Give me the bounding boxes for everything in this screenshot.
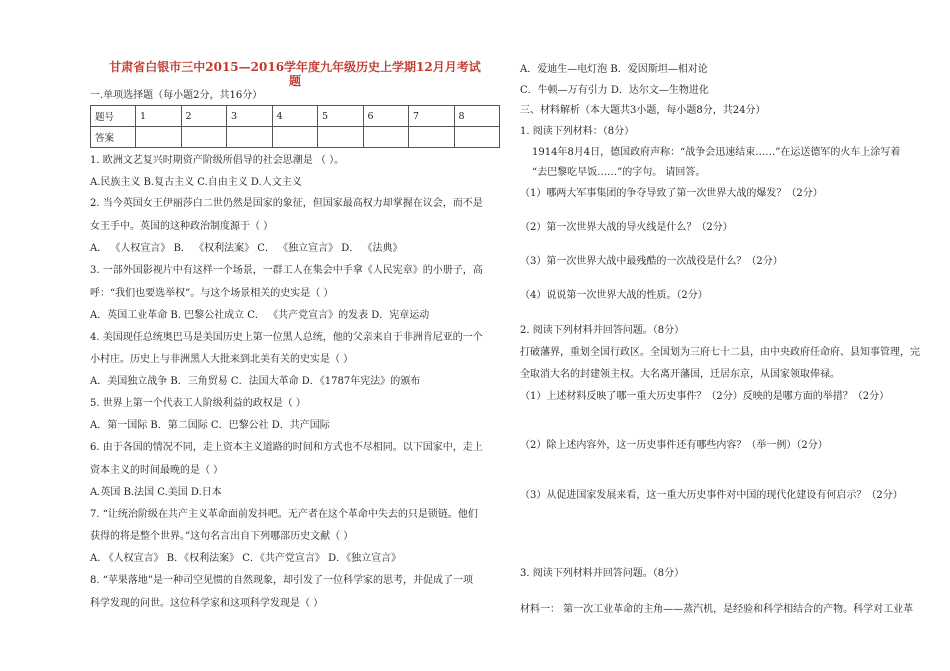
option-line: A. 《人权宣言》 B．《权利法案》 C．《共产党宣言》 D．《独立宣言》 <box>90 553 402 564</box>
table-row <box>91 106 500 127</box>
answer-cell[interactable] <box>272 127 318 148</box>
answer-cell[interactable] <box>181 127 227 148</box>
question-line: 6. 由于各国的情况不同，走上资本主义道路的时间和方式也不尽相同。以下国家中，走上 <box>90 442 483 453</box>
option-line: A．英国工业革命 B. 巴黎公社成立 C． 《共产党宣言》的发表 D．宪章运动 <box>90 310 430 321</box>
answer-cell[interactable] <box>136 127 182 148</box>
section-3-heading: 三、材料解析（本大题共3小题，每小题8分，共24分） <box>520 105 766 116</box>
question-line: 8. “苹果落地”是一种司空见惯的自然现象，却引发了一位科学家的思考，并促成了一项 <box>90 575 473 586</box>
sub-question-line: （2）除上述内容外，这一历史事件还有哪些内容？（举一例）（2分） <box>520 440 828 451</box>
answer-cell[interactable] <box>409 127 455 148</box>
material-question-heading: 3. 阅读下列材料并回答问题。（8分） <box>520 568 685 579</box>
answer-cell[interactable] <box>318 127 364 148</box>
exam-title-line2: 题 <box>288 74 301 88</box>
question-line: 7. “让统治阶级在共产主义革命面前发抖吧。无产者在这个革命中失去的只是锁链。他们 <box>90 509 478 520</box>
answer-cell[interactable] <box>227 127 273 148</box>
exam-title-line1: 甘肃省白银市三中2015—2016学年度九年级历史上学期12月月考试 <box>109 60 481 74</box>
material-text-line: 材料一： 第一次工业革命的主角——蒸汽机，是经验和科学相结合的产物。科学对工业革 <box>520 604 914 615</box>
question-line: 小村庄。历史上与非洲黑人大批来到北美有关的史实是（ ） <box>90 354 354 365</box>
material-text-line: “去巴黎吃早饭……”的字句。 请回答。 <box>532 167 706 178</box>
table-row <box>91 127 500 148</box>
sub-question-line: （1）上述材料反映了哪一重大历史事件？（2分）反映的是哪方面的举措？（2分） <box>520 391 890 402</box>
table-header-cell: 答案 <box>91 127 136 148</box>
question-number-cell: 7 <box>409 106 455 127</box>
answer-table <box>90 105 500 148</box>
question-line: 科学发现的问世。这位科学家和这项科学发现是（ ） <box>90 598 324 609</box>
material-question-heading: 1. 阅读下列材料：（8分） <box>520 126 635 137</box>
sub-question-line: （4）说说第一次世界大战的性质。（2分） <box>520 290 708 301</box>
question-line: 3. 一部外国影视片中有这样一个场景，一群工人在集会中手拿《人民宪章》的小册子，高 <box>90 265 483 276</box>
question-line: 1. 欧洲文艺复兴时期资产阶级所倡导的社会思潮是 （ ）。 <box>90 155 345 166</box>
question-line: 获得的将是整个世界。”这句名言出自下列哪部历史文献（ ） <box>90 531 354 542</box>
material-text-line: 打破藩界，重划全国行政区。全国划为三府七十二县，由中央政府任命府、县知事管理，完 <box>520 347 920 358</box>
sub-question-line: （3）从促进国家发展来看，这一重大历史事件对中国的现代化建设有何启示？（2分） <box>520 490 903 501</box>
question-line: 2. 当今英国女王伊丽莎白二世仍然是国家的象征，但国家最高权力却掌握在议会，而不是 <box>90 198 483 209</box>
sub-question-line: （3）第一次世界大战中最残酷的一次战役是什么？（2分） <box>520 256 783 267</box>
option-line: A.民族主义 B.复古主义 C.自由主义 D.人文主义 <box>90 177 302 188</box>
sub-question-line: （1）哪两大军事集团的争夺导致了第一次世界大战的爆发？（2分） <box>520 188 823 199</box>
question-number-cell: 5 <box>318 106 364 127</box>
option-line: A． 《人权宣言》 B． 《权利法案》 C． 《独立宣言》 D． 《法典》 <box>90 243 403 254</box>
sub-question-line: （2）第一次世界大战的导火线是什么？（2分） <box>520 222 733 233</box>
question-line: 4. 美国现任总统奥巴马是美国历史上第一位黑人总统，他的父亲来自于非洲肯尼亚的一个 <box>90 332 483 343</box>
question-line: 呼：“我们也要选举权”。与这个场景相关的史实是（ ） <box>90 288 334 299</box>
material-text-line: 全取消大名的封建领主权。大名离开藩国，迁居东京，从国家领取俸禄。 <box>520 369 840 380</box>
option-line: A．美国独立战争 B．三角贸易 C．法国大革命 D．《1787年宪法》的颁布 <box>90 376 421 387</box>
option-line: A．第一国际 B．第二国际 C．巴黎公社 D．共产国际 <box>90 420 330 431</box>
material-text-line: 1914年8月4日，德国政府声称：“战争会迅速结束……”在运送德军的火车上涂写着 <box>532 147 901 158</box>
question-number-cell: 3 <box>227 106 273 127</box>
question-number-cell: 2 <box>181 106 227 127</box>
option-line: A.英国 B.法国 C.美国 D.日本 <box>90 487 222 498</box>
section-1-heading: 一.单项选择题（每小题2分，共16分） <box>90 90 263 101</box>
answer-cell[interactable] <box>454 127 500 148</box>
question-number-cell: 1 <box>136 106 182 127</box>
option-line: C．牛顿—万有引力 D．达尔文—生物进化 <box>520 85 709 96</box>
material-question-heading: 2. 阅读下列材料并回答问题。（8分） <box>520 325 685 336</box>
answer-cell[interactable] <box>363 127 409 148</box>
question-line: 5. 世界上第一个代表工人阶级利益的政权是（ ） <box>90 398 306 409</box>
question-line: 女王手中。英国的这种政治制度源于（ ） <box>90 221 274 232</box>
question-number-cell: 4 <box>272 106 318 127</box>
question-number-cell: 8 <box>454 106 500 127</box>
option-line: A．爱迪生—电灯泡 B．爱因斯坦—相对论 <box>520 64 708 75</box>
question-line: 资本主义的时间最晚的是（ ） <box>90 465 224 476</box>
table-header-cell: 题号 <box>91 106 136 127</box>
question-number-cell: 6 <box>363 106 409 127</box>
